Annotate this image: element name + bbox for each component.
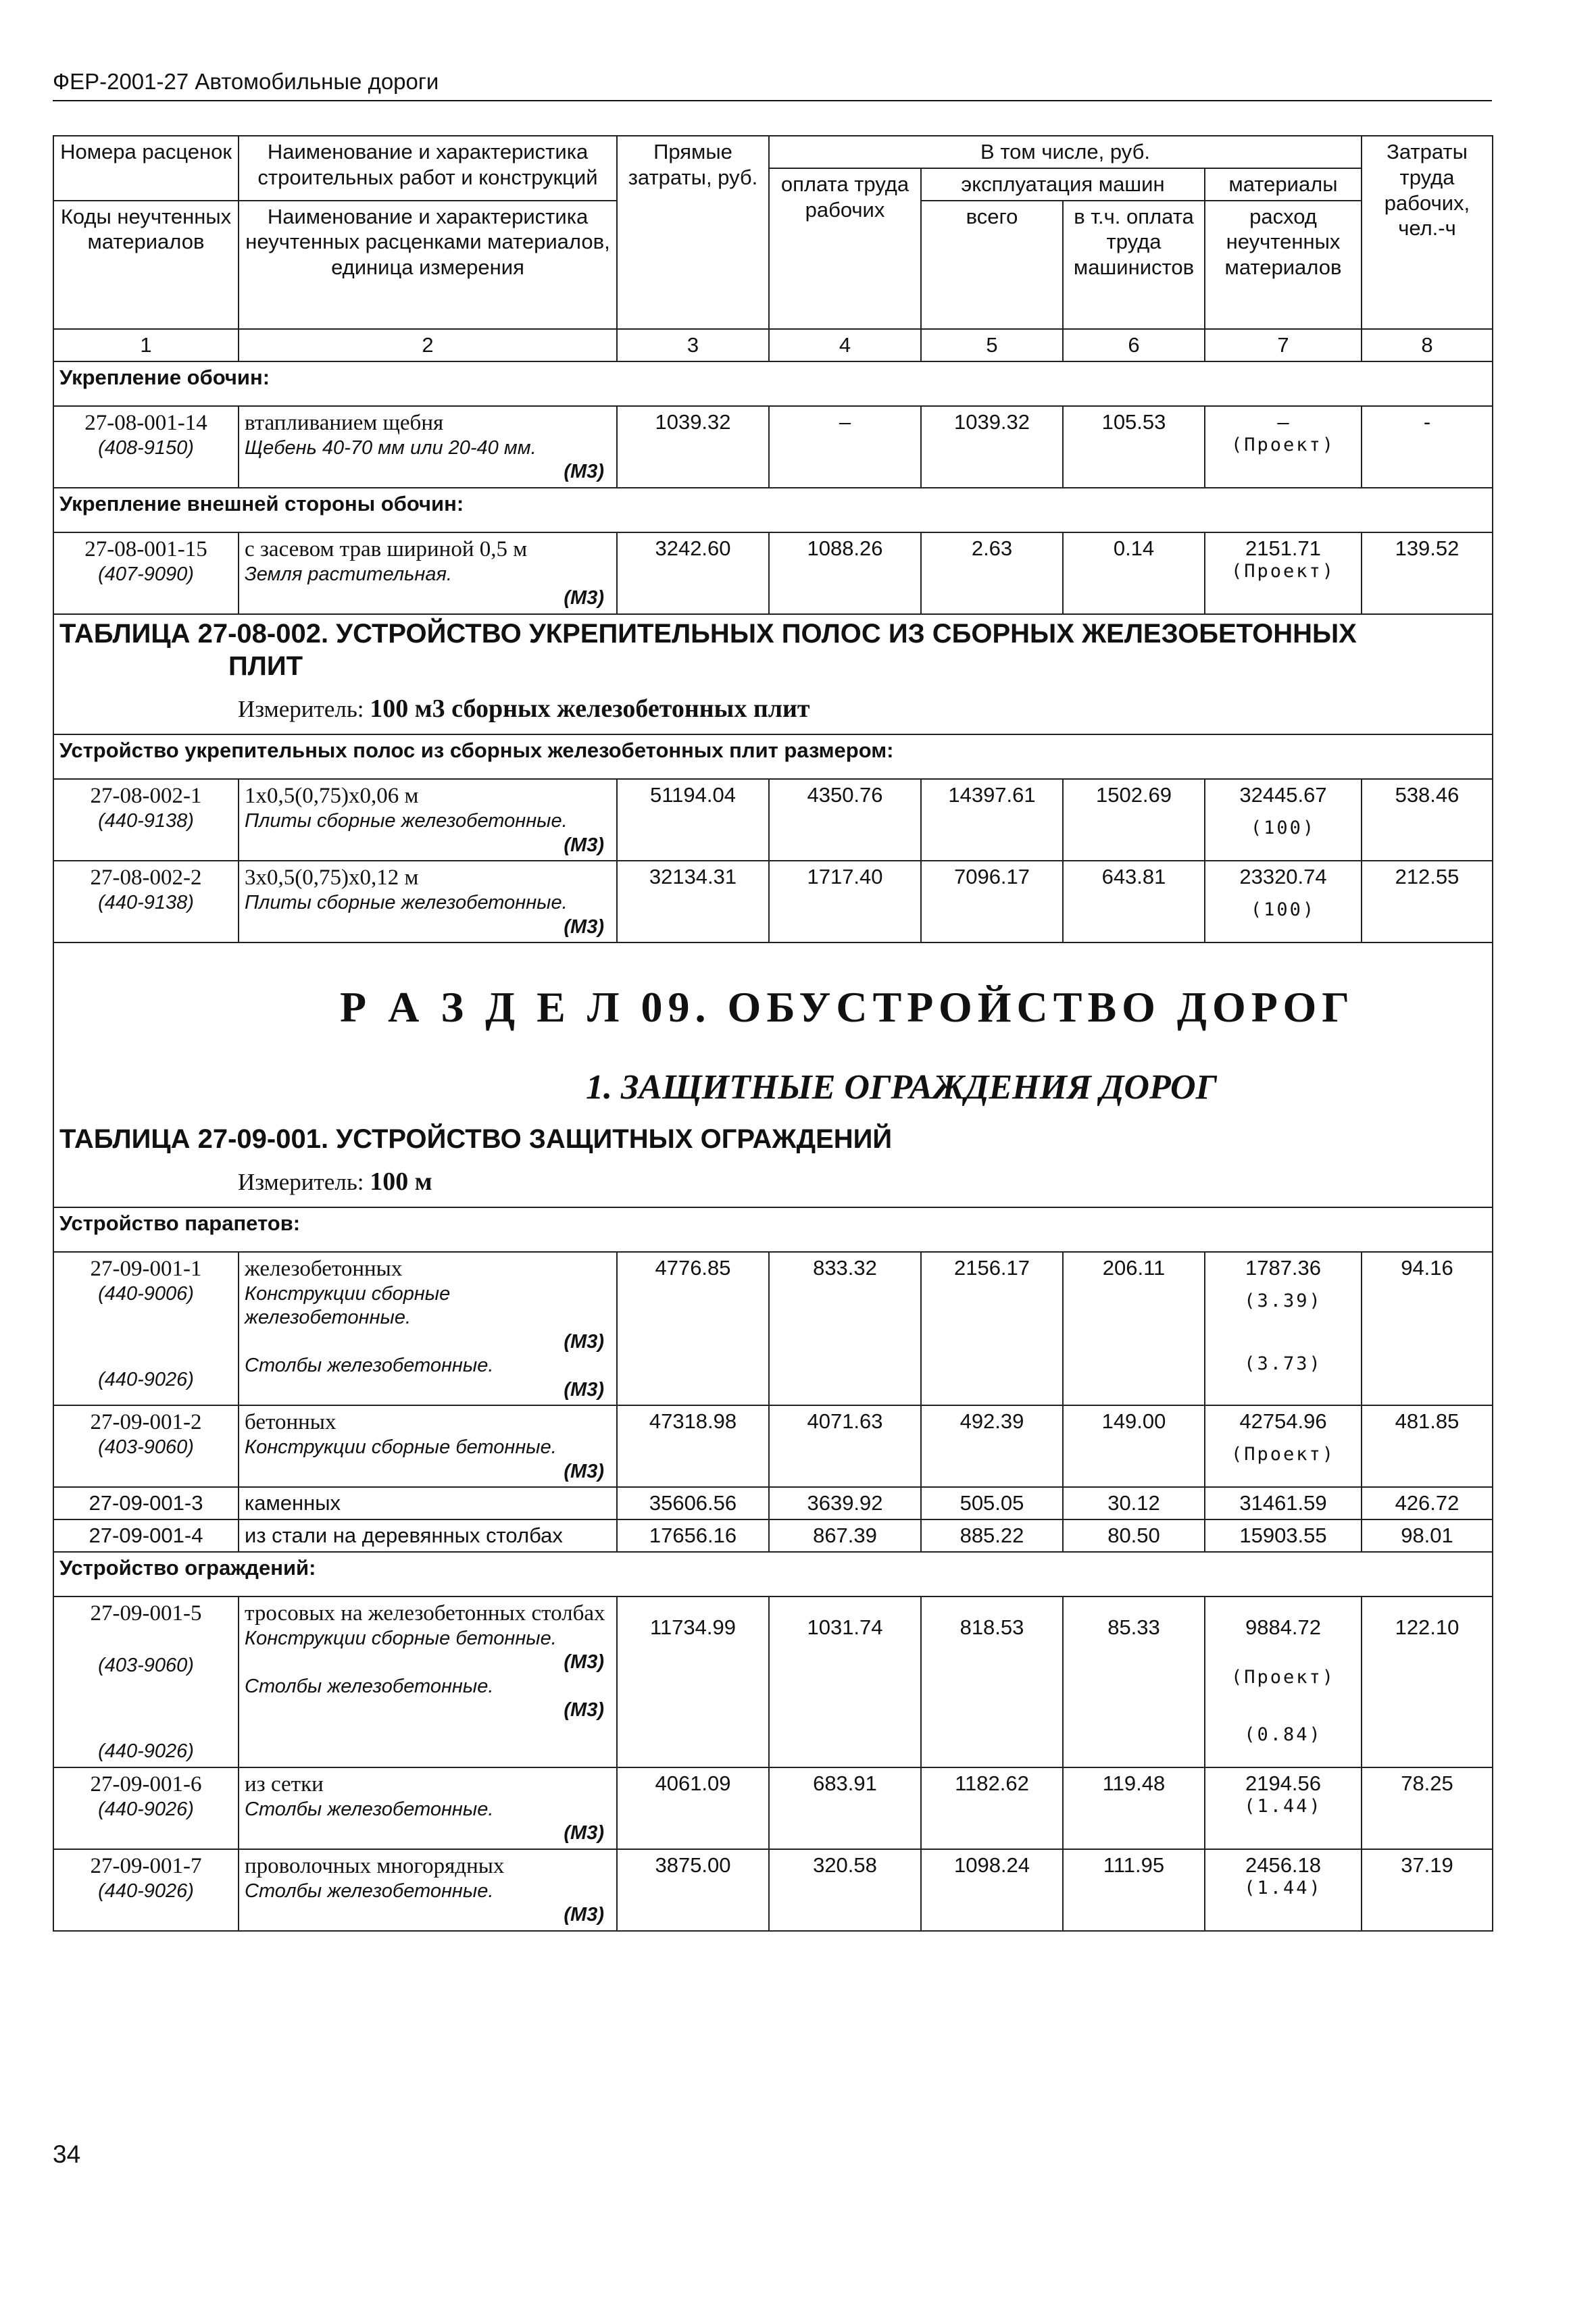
- material-qty: (Проект): [1230, 434, 1336, 456]
- materials-cost: 32445.67: [1239, 782, 1327, 807]
- material-code: (407-9090): [98, 563, 194, 585]
- work-name: втапливанием щебня: [245, 410, 444, 435]
- header-rule: [53, 100, 1492, 101]
- table-row: [53, 1487, 1493, 1519]
- machines-total: 505.05: [921, 1487, 1063, 1519]
- machines-total: 818.53: [921, 1596, 1063, 1767]
- col2-bottom: Наименование и характеристика неучтенных расценками материалов, единица измерения: [239, 201, 617, 329]
- col-number: 2: [239, 329, 617, 361]
- col5-head: всего: [921, 201, 1063, 329]
- rate-code: 27-09-001-6: [90, 1771, 202, 1796]
- col-number: 4: [769, 329, 921, 361]
- material-qty: (3.39): [1244, 1290, 1322, 1311]
- material-code: (440-9138): [98, 810, 194, 832]
- direct-cost: 4776.85: [617, 1252, 769, 1405]
- material-qty: (100): [1250, 899, 1316, 920]
- section-title: Устройство парапетов:: [53, 1207, 1493, 1252]
- materials-cost: 15903.55: [1205, 1519, 1362, 1552]
- col8-head: Затраты труда рабочих, чел.-ч: [1362, 136, 1493, 329]
- labor-hours: 212.55: [1362, 861, 1493, 942]
- materials-cost: 9884.72: [1245, 1615, 1322, 1639]
- materials-cost: 23320.74: [1239, 864, 1327, 888]
- unit-label: (М3): [564, 1651, 604, 1674]
- unit-label: (М3): [564, 834, 604, 856]
- direct-cost: 32134.31: [617, 861, 769, 942]
- page-number: 34: [53, 2140, 81, 2168]
- labor-hours: 78.25: [1362, 1767, 1493, 1849]
- work-name: из сетки: [245, 1771, 324, 1796]
- chapter-row: [53, 942, 1493, 1207]
- col-number: 5: [921, 329, 1063, 361]
- labor-hours: -: [1362, 406, 1493, 488]
- work-name: каменных: [239, 1487, 617, 1519]
- section-title: Устройство укрепительных полос из сборных железобетонных плит размером:: [53, 734, 1493, 779]
- machinists-pay: 119.48: [1063, 1767, 1205, 1849]
- material-qty: (0.84): [1244, 1724, 1322, 1746]
- direct-cost: 51194.04: [617, 779, 769, 861]
- labor-hours: 481.85: [1362, 1405, 1493, 1487]
- rate-code: 27-09-001-7: [90, 1853, 202, 1878]
- table-title: ТАБЛИЦА 27-09-001. УСТРОЙСТВО ЗАЩИТНЫХ ОГРАЖДЕНИЙ: [59, 1124, 893, 1154]
- labor-hours: 426.72: [1362, 1487, 1493, 1519]
- rate-code: 27-09-001-4: [53, 1519, 239, 1552]
- direct-cost: 17656.16: [617, 1519, 769, 1552]
- labor-pay: 1031.74: [769, 1596, 921, 1767]
- material-code: (403-9060): [98, 1654, 194, 1676]
- labor-hours: 122.10: [1362, 1596, 1493, 1767]
- machines-head: эксплуатация машин: [921, 168, 1205, 201]
- machinists-pay: 206.11: [1063, 1252, 1205, 1405]
- labor-hours: 94.16: [1362, 1252, 1493, 1405]
- material-name: Земля растительная.: [245, 563, 452, 585]
- materials-cost: 42754.96: [1239, 1409, 1327, 1433]
- materials-cost: 31461.59: [1205, 1487, 1362, 1519]
- table-row: [53, 1596, 1493, 1767]
- col-number: 8: [1362, 329, 1493, 361]
- material-code: (440-9138): [98, 892, 194, 914]
- work-name: тросовых на железобетонных столбах: [245, 1601, 605, 1626]
- col2-top: Наименование и характеристика строительных работ и конструкций: [239, 136, 617, 201]
- section-title: Укрепление обочин:: [53, 361, 1493, 406]
- direct-cost: 47318.98: [617, 1405, 769, 1487]
- table-row: [53, 1849, 1493, 1931]
- direct-cost: 35606.56: [617, 1487, 769, 1519]
- table-title: ТАБЛИЦА 27-08-002. УСТРОЙСТВО УКРЕПИТЕЛЬНЫХ ПОЛОС ИЗ СБОРНЫХ ЖЕЛЕЗОБЕТОННЫХ ПЛИТ: [59, 618, 1357, 681]
- table-row: [53, 1519, 1493, 1552]
- labor-pay: 3639.92: [769, 1487, 921, 1519]
- rate-code: 27-09-001-5: [90, 1601, 202, 1626]
- running-title: ФЕР-2001-27 Автомобильные дороги: [53, 69, 439, 94]
- labor-pay: 867.39: [769, 1519, 921, 1552]
- materials-cost: –: [1277, 409, 1289, 434]
- labor-pay: 4071.63: [769, 1405, 921, 1487]
- unit-label: (М3): [564, 915, 604, 938]
- col6-head: в т.ч. оплата труда машинистов: [1063, 201, 1205, 329]
- work-name: с засевом трав шириной 0,5 м: [245, 536, 528, 561]
- material-name: Конструкции сборные бетонные.: [245, 1627, 557, 1649]
- table-row: [53, 1767, 1493, 1849]
- rate-code: 27-08-002-1: [90, 783, 202, 808]
- material-qty: (100): [1250, 817, 1316, 838]
- unit-label: (М3): [564, 587, 604, 609]
- labor-pay: 1717.40: [769, 861, 921, 942]
- table-row: [53, 532, 1493, 614]
- material-name: Конструкции сборные железобетонные.: [245, 1283, 451, 1329]
- unit-label: (М3): [564, 1904, 604, 1926]
- material-code: (440-9026): [98, 1369, 194, 1391]
- machinists-pay: 30.12: [1063, 1487, 1205, 1519]
- labor-pay: 683.91: [769, 1767, 921, 1849]
- rate-code: 27-09-001-2: [90, 1409, 202, 1434]
- machinists-pay: 105.53: [1063, 406, 1205, 488]
- table-row: [53, 1252, 1493, 1405]
- machines-total: 885.22: [921, 1519, 1063, 1552]
- work-name: из стали на деревянных столбах: [239, 1519, 617, 1552]
- machinists-pay: 149.00: [1063, 1405, 1205, 1487]
- work-name: 3x0,5(0,75)x0,12 м: [245, 865, 419, 890]
- rate-code: 27-09-001-1: [90, 1256, 202, 1281]
- machinists-pay: 643.81: [1063, 861, 1205, 942]
- material-code: (403-9060): [98, 1436, 194, 1459]
- subsection-heading: 1. ЗАЩИТНЫЕ ОГРАЖДЕНИЯ ДОРОГ: [585, 1068, 1218, 1107]
- material-name: Плиты сборные железобетонные.: [245, 810, 568, 832]
- rate-code: 27-08-001-15: [84, 536, 207, 561]
- machinists-pay: 111.95: [1063, 1849, 1205, 1931]
- measure-line: Измеритель: 100 м: [238, 1167, 432, 1196]
- machines-total: 1182.62: [921, 1767, 1063, 1849]
- group-head: В том числе, руб.: [769, 136, 1362, 168]
- unit-label: (М3): [564, 461, 604, 483]
- machinists-pay: 80.50: [1063, 1519, 1205, 1552]
- section-title: Укрепление внешней стороны обочин:: [53, 488, 1493, 532]
- work-name: 1x0,5(0,75)x0,06 м: [245, 783, 419, 808]
- unit-label: (М3): [564, 1822, 604, 1844]
- rate-code: 27-09-001-3: [53, 1487, 239, 1519]
- material-qty: (1.44): [1244, 1796, 1322, 1817]
- labor-pay: 320.58: [769, 1849, 921, 1931]
- machinists-pay: 0.14: [1063, 532, 1205, 614]
- col4-head: оплата труда рабочих: [769, 168, 921, 329]
- materials-cost: 2194.56: [1245, 1771, 1322, 1795]
- col3-head: Прямые затраты, руб.: [617, 136, 769, 329]
- direct-cost: 3875.00: [617, 1849, 769, 1931]
- direct-cost: 11734.99: [617, 1596, 769, 1767]
- work-name: проволочных многорядных: [245, 1853, 505, 1878]
- labor-hours: 98.01: [1362, 1519, 1493, 1552]
- work-name: железобетонных: [245, 1256, 403, 1281]
- material-name: Столбы железобетонные.: [245, 1798, 494, 1820]
- measure-line: Измеритель: 100 м3 сборных железобетонных плит: [238, 694, 810, 723]
- labor-hours: 139.52: [1362, 532, 1493, 614]
- machines-total: 1039.32: [921, 406, 1063, 488]
- work-name: бетонных: [245, 1409, 336, 1434]
- section-row: [53, 488, 1493, 532]
- unit-label: (М3): [564, 1460, 604, 1482]
- direct-cost: 4061.09: [617, 1767, 769, 1849]
- material-qty: (Проект): [1230, 1443, 1336, 1465]
- machines-total: 2.63: [921, 532, 1063, 614]
- material-name: Столбы железобетонные.: [245, 1880, 494, 1902]
- direct-cost: 3242.60: [617, 532, 769, 614]
- material-code: (440-9026): [98, 1740, 194, 1763]
- materials-cost: 2456.18: [1245, 1853, 1322, 1877]
- material-qty: (Проект): [1230, 561, 1336, 582]
- material-name: Столбы железобетонные.: [245, 1675, 494, 1697]
- materials-cost: 1787.36: [1245, 1255, 1322, 1280]
- section-heading: Р А З Д Е Л 09. ОБУСТРОЙСТВО ДОРОГ: [340, 982, 1355, 1031]
- rates-table: [53, 135, 1493, 1932]
- table-row: [53, 861, 1493, 942]
- rate-code: 27-08-002-2: [90, 865, 202, 890]
- col-number: 6: [1063, 329, 1205, 361]
- section-row: [53, 361, 1493, 406]
- header-row-1: [53, 136, 1493, 168]
- material-name: Столбы железобетонные.: [245, 1355, 494, 1377]
- material-name: Конструкции сборные бетонные.: [245, 1436, 557, 1459]
- unit-label: (М3): [564, 1330, 604, 1353]
- col7-head: расход неучтенных материалов: [1205, 201, 1362, 329]
- col-number: 3: [617, 329, 769, 361]
- unit-label: (М3): [564, 1378, 604, 1401]
- material-qty: (Проект): [1230, 1667, 1336, 1688]
- machinists-pay: 1502.69: [1063, 779, 1205, 861]
- section-row: [53, 734, 1493, 779]
- material-code: (440-9026): [98, 1798, 194, 1820]
- col-number: 1: [53, 329, 239, 361]
- section-row: [53, 1552, 1493, 1596]
- unit-label: (М3): [564, 1699, 604, 1721]
- col-number: 7: [1205, 329, 1362, 361]
- section-title: Устройство ограждений:: [53, 1552, 1493, 1596]
- col1-bottom: Коды неучтенных материалов: [53, 201, 239, 329]
- machines-total: 14397.61: [921, 779, 1063, 861]
- labor-pay: 4350.76: [769, 779, 921, 861]
- labor-hours: 538.46: [1362, 779, 1493, 861]
- table-title-row: [53, 614, 1493, 734]
- material-name: Плиты сборные железобетонные.: [245, 892, 568, 914]
- labor-pay: 1088.26: [769, 532, 921, 614]
- col1-top: Номера расценок: [53, 136, 239, 201]
- machines-total: 1098.24: [921, 1849, 1063, 1931]
- table-row: [53, 406, 1493, 488]
- material-code: (440-9026): [98, 1880, 194, 1902]
- labor-pay: 833.32: [769, 1252, 921, 1405]
- table-row: [53, 779, 1493, 861]
- labor-hours: 37.19: [1362, 1849, 1493, 1931]
- machines-total: 492.39: [921, 1405, 1063, 1487]
- column-numbers-row: [53, 329, 1493, 361]
- labor-pay: –: [769, 406, 921, 488]
- section-row: [53, 1207, 1493, 1252]
- material-code: (408-9150): [98, 436, 194, 459]
- direct-cost: 1039.32: [617, 406, 769, 488]
- machines-total: 7096.17: [921, 861, 1063, 942]
- material-code: (440-9006): [98, 1283, 194, 1305]
- machinists-pay: 85.33: [1063, 1596, 1205, 1767]
- material-name: Щебень 40-70 мм или 20-40 мм.: [245, 436, 537, 459]
- material-qty: (3.73): [1244, 1353, 1322, 1374]
- materials-head: материалы: [1205, 168, 1362, 201]
- machines-total: 2156.17: [921, 1252, 1063, 1405]
- material-qty: (1.44): [1244, 1878, 1322, 1899]
- materials-cost: 2151.71: [1245, 536, 1322, 560]
- table-row: [53, 1405, 1493, 1487]
- rate-code: 27-08-001-14: [84, 410, 207, 435]
